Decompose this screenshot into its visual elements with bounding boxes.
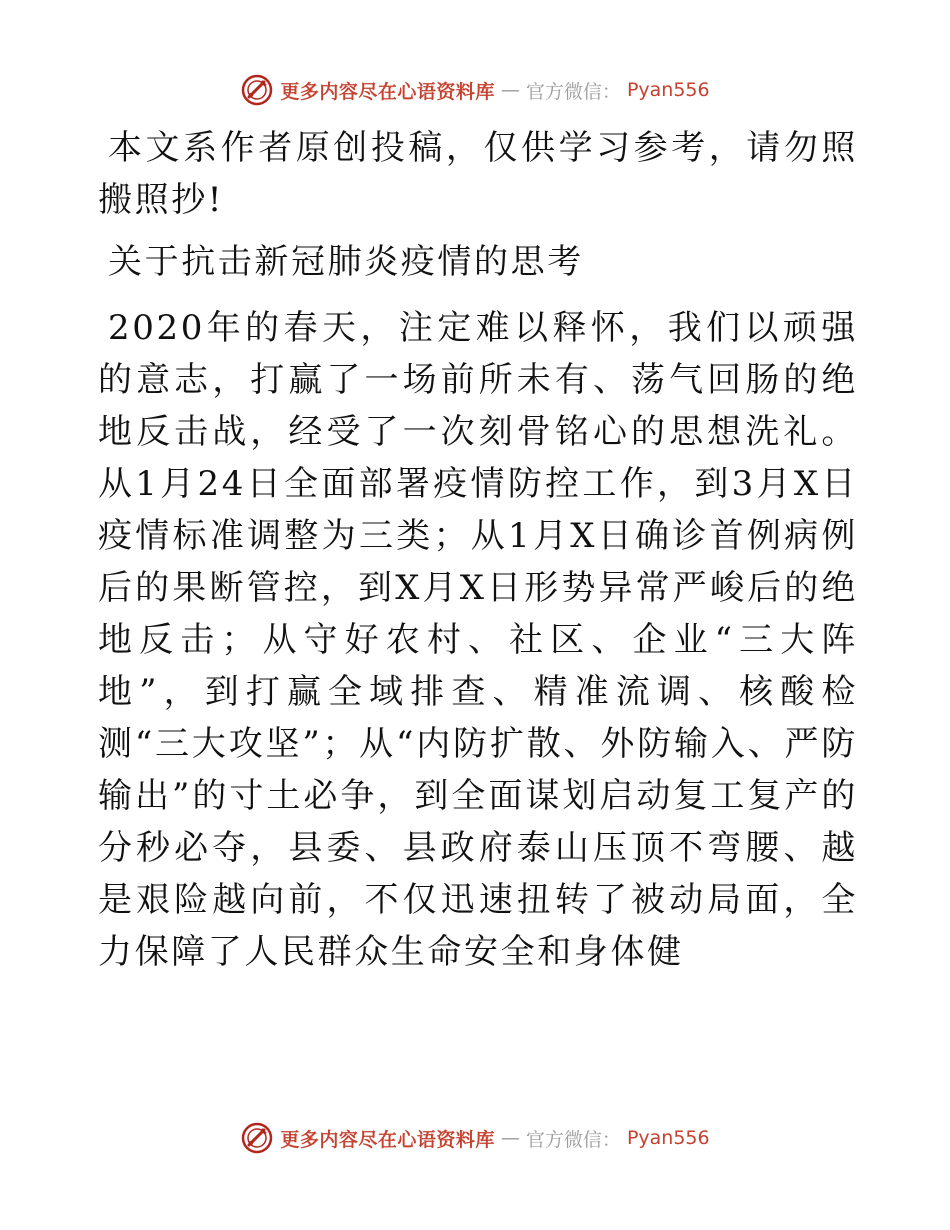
banner-wechat-id: Pyan556 bbox=[626, 79, 710, 101]
copyright-notice: 本文系作者原创投稿，仅供学习参考，请勿照搬照抄! bbox=[98, 128, 858, 220]
banner-separator: — bbox=[500, 79, 520, 101]
banner-wechat-label: 官方微信： bbox=[525, 80, 621, 103]
document-title: 关于抗击新冠肺炎疫情的思考 bbox=[108, 242, 584, 282]
red-seal-emblem-icon bbox=[240, 73, 274, 107]
banner-separator: — bbox=[500, 1127, 520, 1149]
document-content bbox=[98, 122, 858, 978]
body-paragraph: 2020年的春天，注定难以释怀，我们以顽强的意志，打赢了一场前所未有、荡气回肠的绝地反击战，经受了一次刻骨铭心的思想洗礼。从1月24日全面部署疫情防控工作，到3月X日疫情标准调整为三类；从1月X日确诊首例病例后的果断管控，到X月X日形势异常严峻后的绝地反击；从守好农村、社区、企业“三大阵地”，到打赢全域排查、精准流调、核酸检测“三大攻坚”；从“内防扩散、外防输入、严防输出”的寸土必争，到全面谋划启动复工复产的分秒必夺，县委、县政府泰山压顶不弯腰、越是艰险越向前，不仅迅速扭转了被动局面，全力保障了人民群众生命安全和身体健 bbox=[98, 308, 858, 972]
header-banner bbox=[0, 70, 950, 110]
banner-wechat-label: 官方微信： bbox=[525, 1128, 621, 1151]
banner-site-text: 更多内容尽在心语资料库 bbox=[280, 80, 495, 103]
banner-site-text: 更多内容尽在心语资料库 bbox=[280, 1128, 495, 1151]
red-seal-emblem-icon bbox=[240, 1121, 274, 1155]
footer-banner bbox=[0, 1118, 950, 1158]
banner-wechat-id: Pyan556 bbox=[626, 1127, 710, 1149]
